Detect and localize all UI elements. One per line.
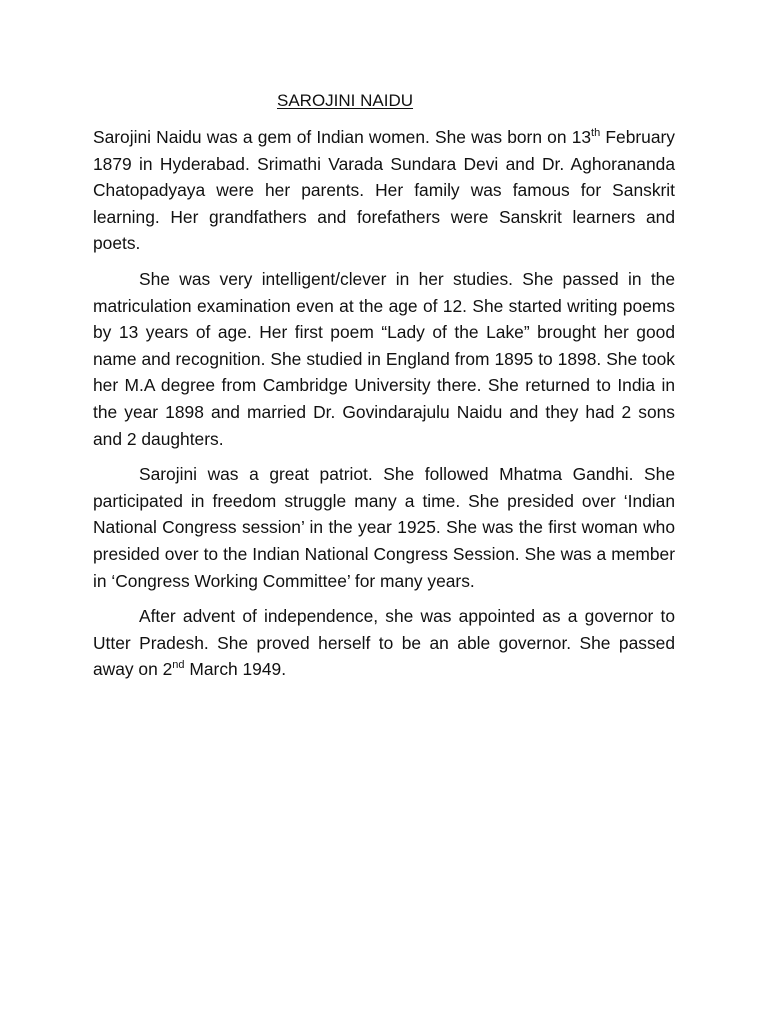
paragraph-1-text-a: Sarojini Naidu was a gem of Indian women. She was born on 13 bbox=[93, 127, 592, 147]
document-body bbox=[93, 124, 675, 692]
document-title: SAROJINI NAIDU bbox=[277, 91, 414, 110]
paragraph-4 bbox=[93, 603, 675, 683]
birth-date-ordinal-suffix: th bbox=[591, 127, 601, 139]
paragraph-3: Sarojini was a great patriot. She followed Mhatma Gandhi. She participated in freedom struggle many a time. She presided over ‘Indian National Congress session’ in the year 1925. She was the first woman who presided over to the Indian National Congress Session. She was a member in ‘Congress Working Committee’ for many years. bbox=[93, 464, 675, 591]
paragraph-4-text-b: March 1949. bbox=[184, 659, 287, 680]
paragraph-4-text-a: After advent of independence, she was appointed as a governor to Utter Pradesh. She proved herself to be an able governor. She passed away on 2 bbox=[93, 606, 675, 680]
paragraph-1 bbox=[93, 124, 675, 257]
paragraph-1-text-b: February 1879 in Hyderabad. Srimathi Varada Sundara Devi and Dr. Aghorananda Chatopadyaya were her parents. Her family was famous for Sanskrit learning. Her grandfathers and forefathers were Sanskrit learners and poets. bbox=[93, 127, 675, 254]
death-date-ordinal-suffix: nd bbox=[172, 659, 185, 672]
paragraph-2: She was very intelligent/clever in her studies. She passed in the matriculation examination even at the age of 12. She started writing poems by 13 years of age. Her first poem “Lady of the Lake” brought her good name and recognition. She studied in England from 1895 to 1898. She took her M.A degree from Cambridge University there. She returned to India in the year 1898 and married Dr. Govindarajulu Naidu and they had 2 sons and 2 daughters. bbox=[93, 268, 675, 449]
